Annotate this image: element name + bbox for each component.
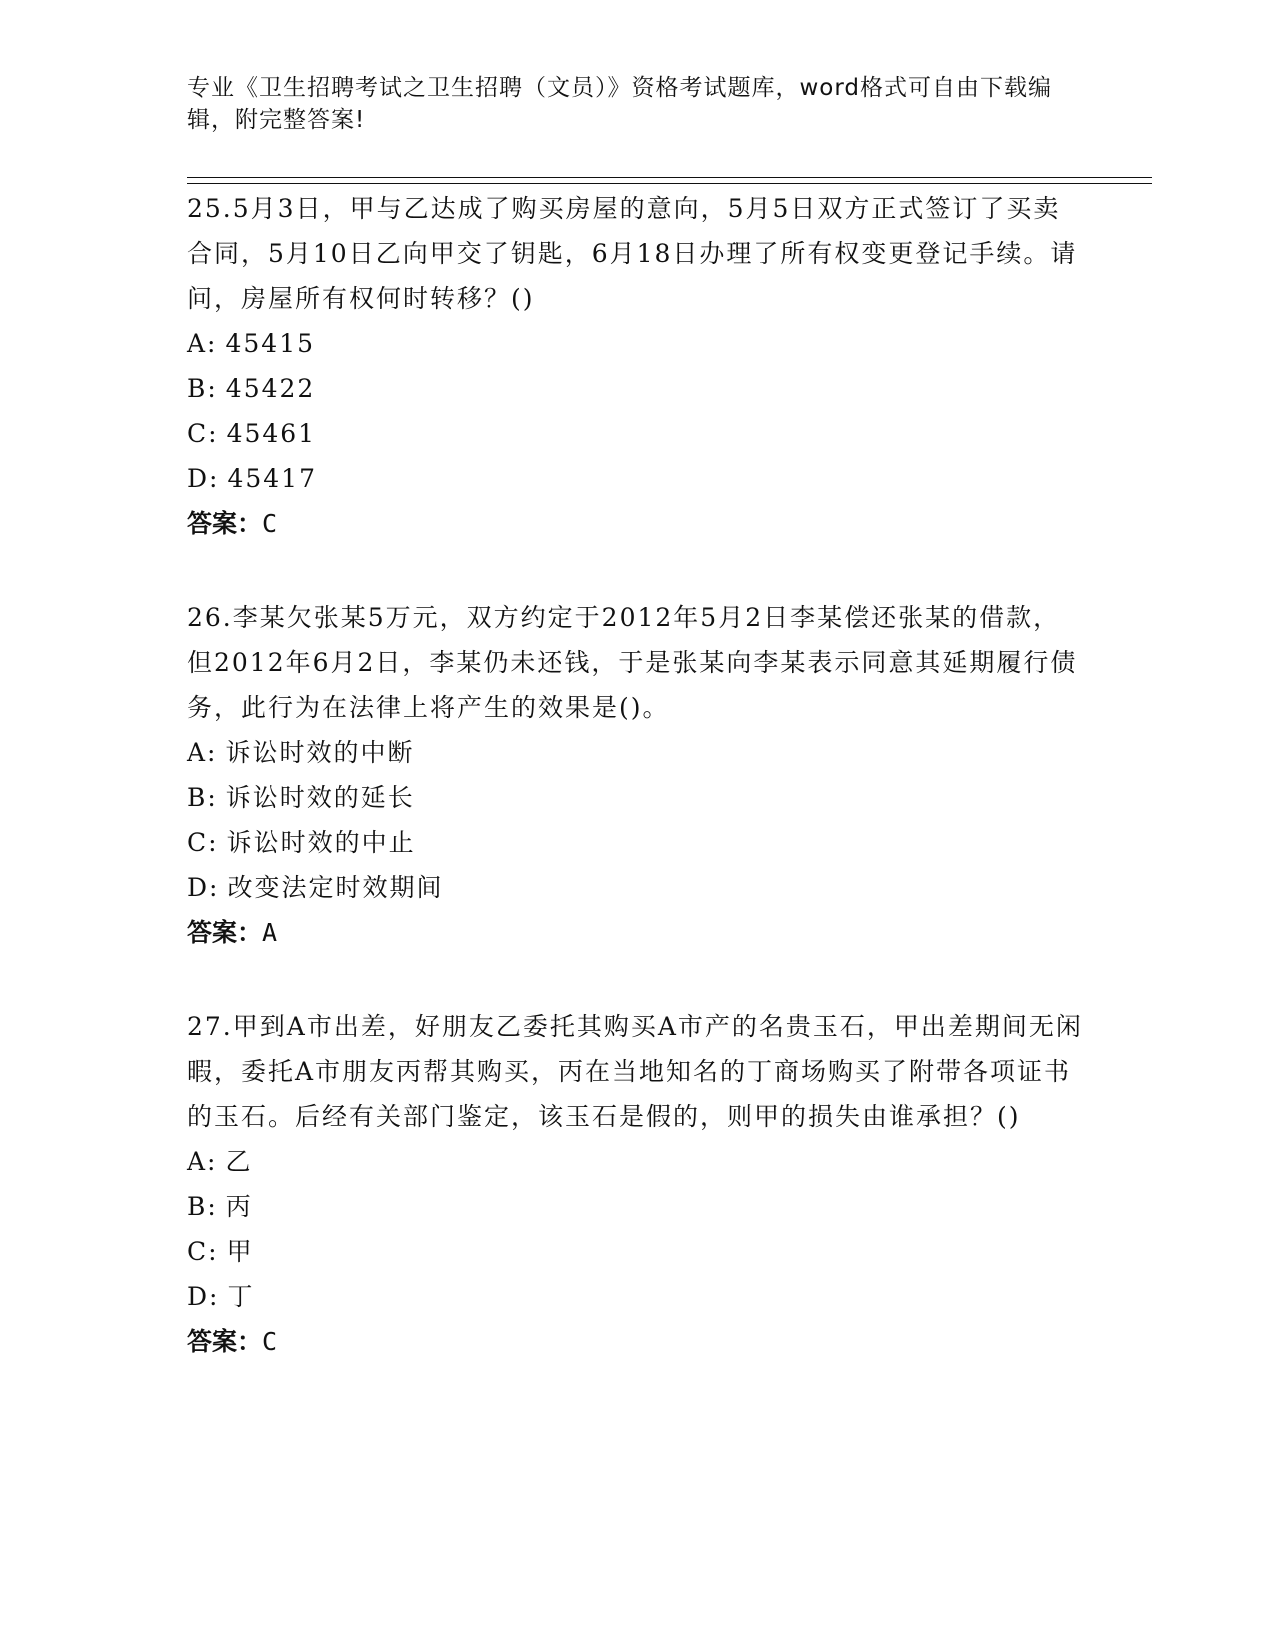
question-text: 25.5月3日，甲与乙达成了购买房屋的意向，5月5日双方正式签订了买卖合同，5月10日乙向甲交了钥匙，6月18日办理了所有权变更登记手续。请问，房屋所有权何时转移？() [187,194,1078,313]
option-text: 45461 [226,419,317,448]
option-label: A: [187,329,218,358]
option-c [187,1229,1087,1274]
option-label: C: [187,828,219,857]
option-text: 诉讼时效的中止 [226,828,416,857]
option-a [187,730,1087,775]
option-text: 乙 [225,1147,253,1176]
option-b [187,775,1087,820]
question-text: 26.李某欠张某5万元，双方约定于2012年5月2日李某偿还张某的借款，但2012年6月2日，李某仍未还钱，于是张某向李某表示同意其延期履行债务，此行为在法律上将产生的效果是()。 [187,603,1078,722]
question-25 [187,186,1087,547]
option-a [187,321,1087,366]
header-divider-top [187,177,1152,178]
option-c [187,820,1087,865]
option-label: B: [187,783,218,812]
answer-line [187,910,1087,956]
option-d [187,865,1087,910]
option-label: A: [187,1147,218,1176]
question-text: 27.甲到A市出差，好朋友乙委托其购买A市产的名贵玉石，甲出差期间无闲暇，委托A市朋友丙帮其购买，丙在当地知名的丁商场购买了附带各项证书的玉石。后经有关部门鉴定，该玉石是假的，则甲的损失由谁承担？() [187,1012,1083,1131]
option-label: C: [187,419,219,448]
answer-line [187,1319,1087,1365]
question-27 [187,1004,1087,1365]
option-text: 45417 [227,464,317,493]
answer-value: C [262,509,278,538]
answer-label: 答案： [187,918,263,947]
option-c [187,411,1087,456]
option-b [187,366,1087,411]
option-label: A: [187,738,218,767]
answer-value: C [262,1327,278,1356]
option-text: 45415 [225,329,316,358]
option-d [187,1274,1087,1319]
option-label: D: [187,873,220,902]
option-label: D: [187,1282,220,1311]
answer-label: 答案： [187,1327,263,1356]
option-text: 诉讼时效的延长 [225,783,415,812]
option-label: B: [187,1192,218,1221]
question-26 [187,595,1087,956]
option-a [187,1139,1087,1184]
header-divider-bottom [187,183,1152,184]
answer-line [187,501,1087,547]
option-label: C: [187,1237,219,1266]
answer-value: A [262,918,278,947]
answer-label: 答案： [187,509,263,538]
option-text: 诉讼时效的中断 [225,738,415,767]
option-text: 丁 [227,1282,255,1311]
option-text: 丙 [225,1192,253,1221]
document-header: 专业《卫生招聘考试之卫生招聘（文员）》资格考试题库，word格式可自由下载编辑，附完整答案! [187,75,1053,133]
option-d [187,456,1087,501]
option-text: 45422 [225,374,316,403]
option-label: D: [187,464,220,493]
option-b [187,1184,1087,1229]
option-text: 改变法定时效期间 [227,873,444,902]
option-text: 甲 [226,1237,254,1266]
option-label: B: [187,374,218,403]
